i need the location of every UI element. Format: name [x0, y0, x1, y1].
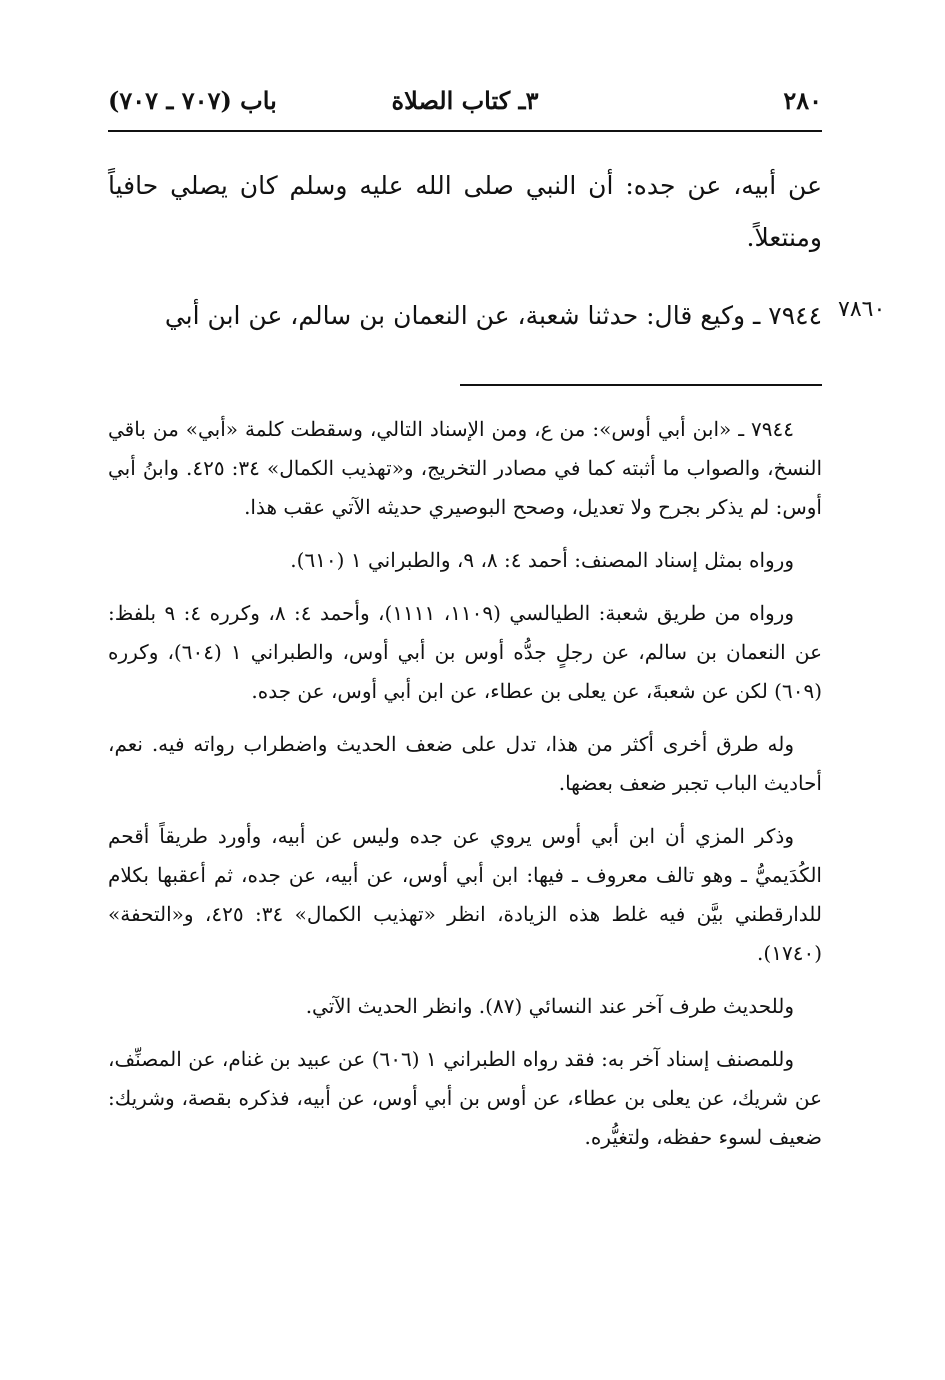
main-paragraph-hadith: ٧٩٤٤ ـ وكيع قال: حدثنا شعبة، عن النعمان بن سالم، عن ابن أبي	[164, 301, 822, 330]
page-number: ٢٨٠	[783, 86, 822, 115]
main-paragraph: عن أبيه، عن جده: أن النبي صلى الله عليه وسلم كان يصلي حافياً ومنتعلاً.	[108, 171, 822, 252]
header-rule	[108, 130, 822, 132]
book-title: ٣ـ كتاب الصلاة	[391, 86, 539, 115]
footnotes	[108, 410, 822, 1171]
footnote-paragraph: وذكر المزي أن ابن أبي أوس يروي عن جده وليس عن أبيه، وأورد طريقاً أقحم الكُدَيميُّ ـ وهو تالف معروف ـ فيها: ابن أبي أوس، عن أبيه، عن جده، ثم أعقبها بكلام للدارقطني بيَّن فيه غلط هذه الزيادة، انظر «تهذيب الكمال» ٣٤: ٤٢٥، و«التحفة» (١٧٤٠).	[108, 824, 822, 965]
footnote-rule	[460, 384, 822, 386]
footnote-paragraph: ورواه من طريق شعبة: الطيالسي (١١٠٩، ١١١١)، وأحمد ٤: ٨، وكرره ٤: ٩ بلفظ: عن النعمان بن سالم، عن رجلٍ جدُّه أوس بن أبي أوس، والطبراني ١ (٦٠٤)، وكرره (٦٠٩) لكن عن شعبةَ، عن يعلى بن عطاء، عن ابن أبي أوس، عن جده.	[108, 601, 822, 703]
footnote-paragraph: وله طرق أخرى أكثر من هذا، تدل على ضعف الحديث واضطراب رواته فيه. نعم، أحاديث الباب تجبر ضعف بعضها.	[108, 732, 822, 795]
page-header	[108, 86, 822, 126]
footnote-paragraph: وللحديث طرف آخر عند النسائي (٨٧). وانظر الحديث الآتي.	[305, 994, 794, 1018]
footnote-paragraph: ٧٩٤٤ ـ «ابن أبي أوس»: من ع، ومن الإسناد التالي، وسقطت كلمة «أبي» من باقي النسخ، والصواب ما أثبته كما في مصادر التخريج، و«تهذيب الكمال» ٣٤: ٤٢٥. وابنُ أبي أوس: لم يذكر بجرح ولا تعديل، وصحح البوصيري حديثه الآتي عقب هذا.	[108, 417, 822, 519]
footnote-paragraph: ورواه بمثل إسناد المصنف: أحمد ٤: ٨، ٩، والطبراني ١ (٦١٠).	[290, 548, 794, 572]
footnote-paragraph: وللمصنف إسناد آخر به: فقد رواه الطبراني ١ (٦٠٦) عن عبيد بن غنام، عن المصنِّف، عن شريك، عن يعلى بن عطاء، عن أوس بن أبي أوس، عن أبيه، فذكره بقصة، وشريك: ضعيف لسوء حفظه، ولتغيُّره.	[108, 1047, 823, 1149]
marginal-number: ٧٨٦٠	[838, 297, 886, 322]
chapter-title: باب (٧٠٧ ـ ٧٠٧)	[108, 86, 277, 115]
